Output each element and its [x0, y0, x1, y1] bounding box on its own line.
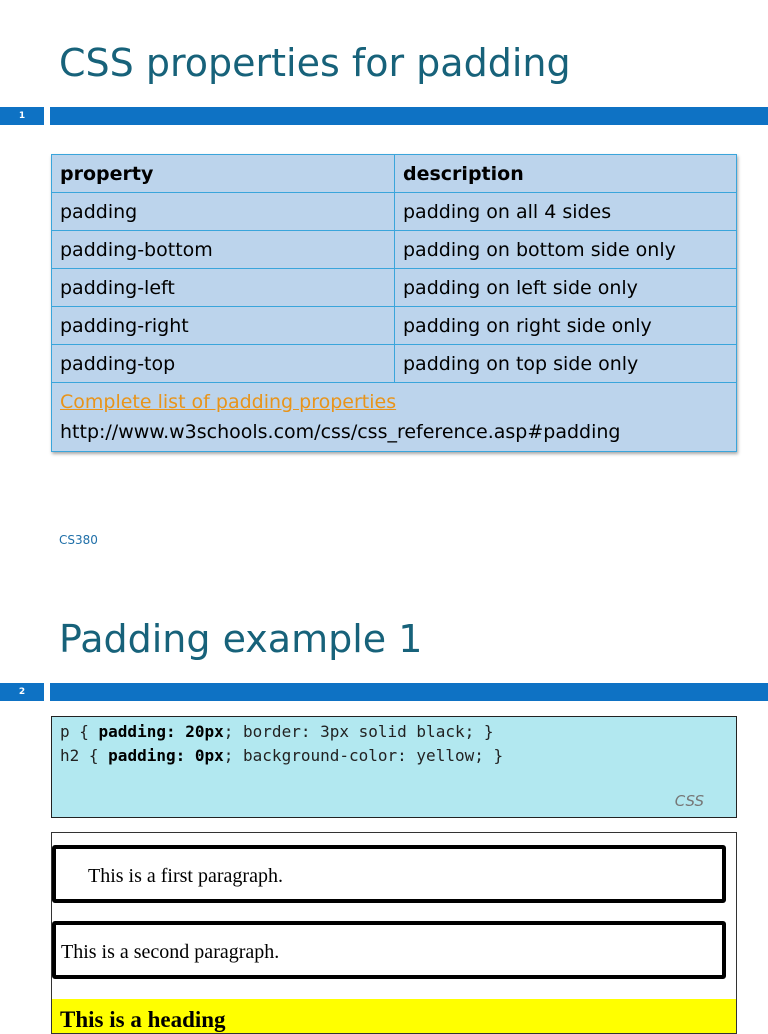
description-cell: padding on bottom side only [395, 231, 737, 269]
slide-2-accent-bar [50, 683, 768, 701]
slide-2-number: 2 [0, 683, 44, 701]
table-row [52, 269, 737, 307]
output-paragraph-1: This is a first paragraph. [52, 845, 726, 903]
property-cell: padding-right [52, 307, 395, 345]
description-cell: padding on all 4 sides [395, 193, 737, 231]
table-row [52, 231, 737, 269]
code-language-label: CSS [674, 792, 704, 810]
property-cell: padding-bottom [52, 231, 395, 269]
description-cell: padding on right side only [395, 307, 737, 345]
padding-reference-link[interactable]: Complete list of padding properties [60, 391, 397, 413]
slide-1-number: 1 [0, 107, 44, 125]
table-row [52, 307, 737, 345]
table-row [52, 193, 737, 231]
property-cell: padding-top [52, 345, 395, 383]
header-property: property [52, 155, 395, 193]
reference-row [52, 383, 737, 452]
table-header-row [52, 155, 737, 193]
header-description: description [395, 155, 737, 193]
code-line-2: h2 { padding: 0px; background-color: yellow; } [60, 746, 504, 765]
code-line-1: p { padding: 20px; border: 3px solid black; } [60, 722, 494, 741]
padding-properties-table [51, 154, 737, 452]
property-cell: padding [52, 193, 395, 231]
description-cell: padding on left side only [395, 269, 737, 307]
reference-url: http://www.w3schools.com/css/css_reference.asp#padding [60, 421, 621, 443]
description-cell: padding on top side only [395, 345, 737, 383]
slide-footer: CS380 [59, 533, 98, 547]
table-row [52, 345, 737, 383]
reference-cell [52, 383, 737, 452]
slide-2-title: Padding example 1 [59, 617, 423, 661]
css-code-block [51, 716, 737, 818]
rendered-output [51, 832, 737, 1034]
slide-1-accent-bar [50, 107, 768, 125]
output-heading: This is a heading [52, 999, 736, 1034]
slide-1-title: CSS properties for padding [59, 41, 571, 85]
output-paragraph-2: This is a second paragraph. [52, 921, 726, 979]
property-cell: padding-left [52, 269, 395, 307]
